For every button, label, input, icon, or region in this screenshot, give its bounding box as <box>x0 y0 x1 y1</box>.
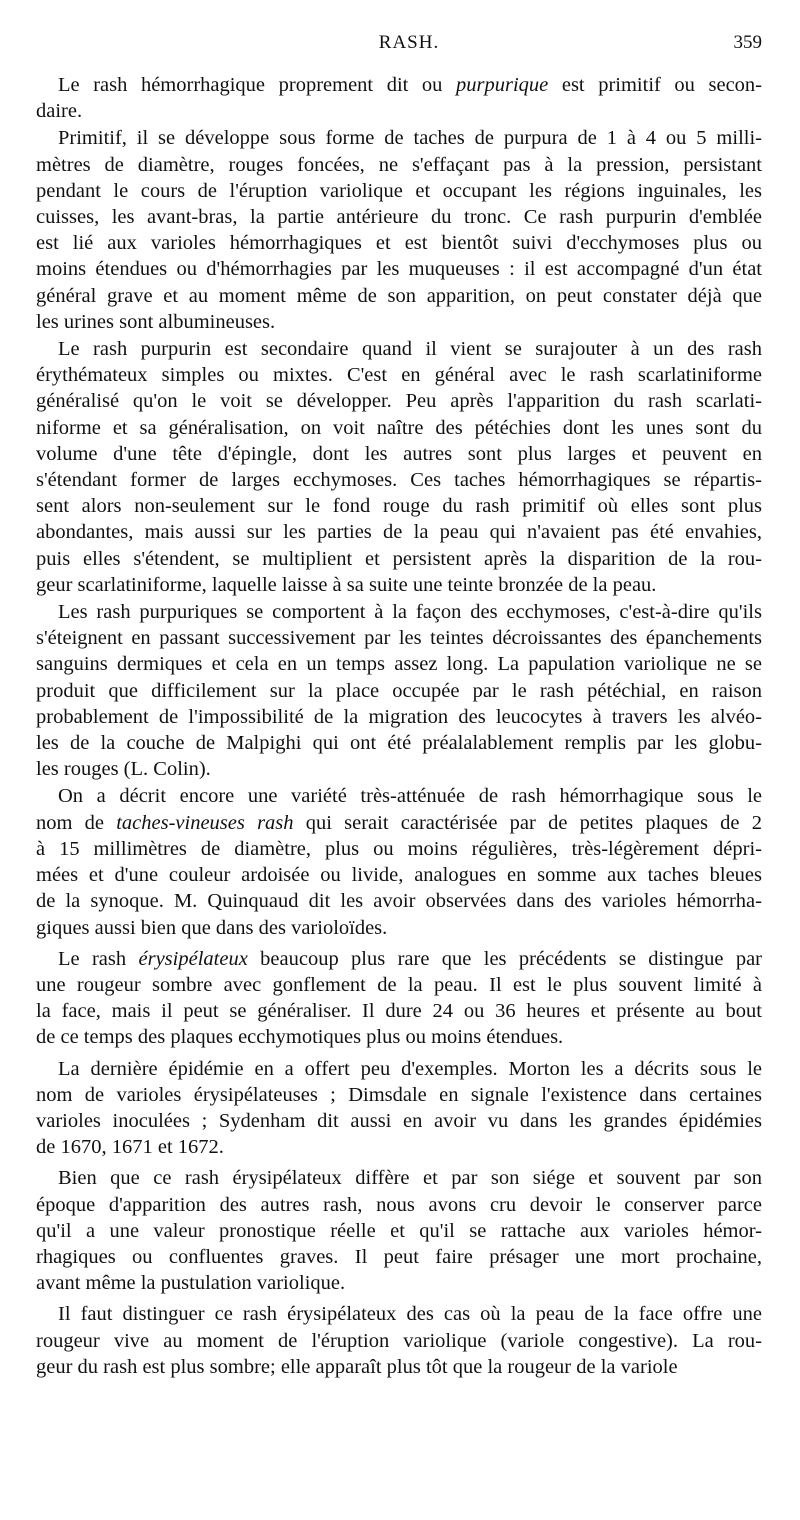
text-line <box>36 336 762 362</box>
text-line <box>36 783 762 809</box>
text-line <box>36 1218 762 1244</box>
text-line <box>36 388 762 414</box>
italic-term: purpurique <box>456 74 549 96</box>
text-run: mées et d'une couleur ardoisée ou livide, analogues en somme aux taches bleues <box>36 864 762 887</box>
text-run: est lié aux varioles hémorrhagiques et est bientôt suivi d'ecchymoses plus ou <box>36 232 762 255</box>
text-line <box>36 625 762 651</box>
text-line <box>36 178 762 204</box>
text-run: daire. <box>36 100 83 123</box>
text-line <box>36 1244 762 1270</box>
text-run: pendant le cours de l'éruption variolique et occupant les régions inguinales, les <box>36 179 762 202</box>
text-line <box>36 1328 762 1354</box>
italic-term: érysipélateux <box>138 947 248 970</box>
text-run: beaucoup plus rare que les précédents se distingue par <box>247 947 762 970</box>
text-run: s'étendant former de larges ecchymoses. Ces taches hémorrhagiques se répartis- <box>36 469 762 492</box>
text-run: produit que difficilement sur la place occupée par le rash pétéchial, en raison <box>36 679 762 702</box>
paragraph <box>36 1301 762 1380</box>
text-run: à 15 millimètres de diamètre, plus ou moins régulières, très-légèrement dépri- <box>36 837 762 860</box>
text-run: Le rash <box>58 947 139 970</box>
running-head <box>56 32 762 58</box>
text-line <box>36 836 762 862</box>
text-run: de la synoque. M. Quinquaud dit les avoir observées dans des varioles hémorrha- <box>36 890 762 913</box>
text-line <box>36 572 762 598</box>
text-line <box>36 1108 762 1134</box>
page-number: 359 <box>733 32 762 53</box>
text-run: rougeur vive au moment de l'éruption variolique (variole congestive). La rou- <box>36 1329 762 1352</box>
text-run: Bien que ce rash érysipélateux diffère et par son siége et souvent par son <box>58 1167 762 1190</box>
text-run: abondantes, mais aussi sur les parties de la peau qui n'avaient pas été envahies, <box>36 521 762 544</box>
text-line <box>36 519 762 545</box>
text-run: niforme et sa généralisation, on voit naître des pétéchies dont les unes sont du <box>36 416 762 439</box>
text-line <box>36 152 762 178</box>
text-run: qu'il a une valeur pronostique réelle et qu'il se rattache aux varioles hémor- <box>36 1219 762 1242</box>
text-line <box>36 309 762 335</box>
text-run: est primitif ou secon- <box>548 74 763 96</box>
text-run: une rougeur sombre avec gonflement de la peau. Il est le plus souvent limité à <box>36 973 762 996</box>
text-run: les urines sont albumineuses. <box>36 310 276 333</box>
text-run: La dernière épidémie en a offert peu d'exemples. Morton les a décrits sous le <box>58 1057 762 1080</box>
text-run: On a décrit encore une variété très-atténuée de rash hémorrhagique sous le <box>58 785 762 808</box>
text-run: les de la couche de Malpighi qui ont été préalalablement remplis par les globu- <box>36 732 762 755</box>
text-run: puis elles s'étendent, se multiplient et persistent après la disparition de la rou- <box>36 547 762 570</box>
text-line <box>36 888 762 914</box>
text-run: époque d'apparition des autres rash, nous avons cru devoir le conserver parce <box>36 1193 762 1216</box>
text-line <box>36 415 762 441</box>
text-run: de 1670, 1671 et 1672. <box>36 1136 224 1159</box>
text-run: Le rash hémorrhagique proprement dit ou <box>58 74 457 96</box>
text-run: nom de varioles érysipélateuses ; Dimsdale en signale l'existence dans certaines <box>36 1083 762 1106</box>
text-run: nom de <box>36 811 117 834</box>
text-line <box>36 283 762 309</box>
text-line <box>36 1165 762 1191</box>
paragraph <box>36 1056 762 1161</box>
text-run: cuisses, les avant-bras, la partie antérieure du tronc. Ce rash purpurin d'emblée <box>36 206 762 229</box>
text-line <box>36 1134 762 1160</box>
text-run: Primitif, il se développe sous forme de taches de purpura de 1 à 4 ou 5 milli- <box>58 127 762 150</box>
text-line <box>36 810 762 836</box>
text-run: les rouges (L. Colin). <box>36 758 211 781</box>
text-line <box>36 256 762 282</box>
text-line <box>36 546 762 572</box>
text-line <box>36 98 762 124</box>
paragraph <box>36 946 762 1051</box>
text-line <box>36 946 762 972</box>
text-line <box>36 678 762 704</box>
text-line <box>36 441 762 467</box>
text-line <box>36 204 762 230</box>
text-line <box>36 1270 762 1296</box>
text-line <box>36 467 762 493</box>
text-run: s'éteignent en passant successivement par les teintes décroissantes des épanchements <box>36 627 762 650</box>
text-run: sent alors non-seulement sur le fond rouge du rash primitif où elles sont plus <box>36 495 762 518</box>
text-run: de ce temps des plaques ecchymotiques plus ou moins étendues. <box>36 1026 564 1049</box>
text-run: généralisé qu'on le voit se développer. Peu après l'apparition du rash scarlati- <box>36 390 762 413</box>
text-line <box>36 1024 762 1050</box>
text-run: varioles inoculées ; Sydenham dit aussi en avoir vu dans les grandes épidémies <box>36 1109 762 1132</box>
text-line <box>36 72 762 98</box>
text-run: Les rash purpuriques se comportent à la façon des ecchymoses, c'est-à-dire qu'ils <box>58 601 762 624</box>
paragraph <box>36 125 762 335</box>
text-run: Le rash purpurin est secondaire quand il vient se surajouter à un des rash <box>58 338 762 361</box>
text-line <box>36 972 762 998</box>
text-line <box>36 493 762 519</box>
text-line <box>36 1056 762 1082</box>
italic-term: taches-vineuses rash <box>116 811 294 834</box>
text-run: probablement de l'impossibilité de la migration des leucocytes à travers les alvéo- <box>36 705 762 728</box>
text-line <box>36 651 762 677</box>
text-run: volume d'une tête d'épingle, dont les autres sont plus larges et peuvent en <box>36 442 762 465</box>
body-text <box>36 72 762 1380</box>
text-run: avant même la pustulation variolique. <box>36 1272 346 1295</box>
text-line <box>36 1192 762 1218</box>
text-line <box>36 862 762 888</box>
text-line <box>36 756 762 782</box>
text-run: érythémateux simples ou mixtes. C'est en général avec le rash scarlatiniforme <box>36 364 762 387</box>
text-line <box>36 362 762 388</box>
text-line <box>36 230 762 256</box>
paragraph <box>36 783 762 940</box>
paragraph <box>36 599 762 782</box>
text-run: Il faut distinguer ce rash érysipélateux des cas où la peau de la face offre une <box>58 1303 762 1326</box>
text-run: mètres de diamètre, rouges foncées, ne s'effaçant pas à la pression, persistant <box>36 153 762 176</box>
text-line <box>36 730 762 756</box>
text-line <box>36 1354 762 1380</box>
text-run: moins étendues ou d'hémorrhagies par les muqueuses : il est accompagné d'un état <box>36 258 762 281</box>
text-line <box>36 1301 762 1327</box>
text-line <box>36 704 762 730</box>
running-title: RASH. <box>378 32 440 53</box>
text-line <box>36 125 762 151</box>
text-run: qui serait caractérisée par de petites plaques de 2 <box>293 811 762 834</box>
paragraph <box>36 72 762 124</box>
text-run: sanguins dermiques et cela en un temps assez long. La papulation variolique ne se <box>36 653 762 676</box>
text-line <box>36 915 762 941</box>
text-run: geur du rash est plus sombre; elle apparaît plus tôt que la rougeur de la variole <box>36 1355 678 1378</box>
text-run: giques aussi bien que dans des varioloïdes. <box>36 916 388 939</box>
text-run: général grave et au moment même de son apparition, on peut constater déjà que <box>36 284 762 307</box>
paragraph <box>36 336 762 598</box>
paragraph <box>36 1165 762 1296</box>
text-line <box>36 998 762 1024</box>
text-line <box>36 599 762 625</box>
text-run: geur scarlatiniforme, laquelle laisse à sa suite une teinte bronzée de la peau. <box>36 573 657 596</box>
text-run: la face, mais il peut se généraliser. Il dure 24 ou 36 heures et présente au bout <box>36 1000 762 1023</box>
text-run: rhagiques ou confluentes graves. Il peut faire présager une mort prochaine, <box>36 1245 762 1268</box>
text-line <box>36 1082 762 1108</box>
